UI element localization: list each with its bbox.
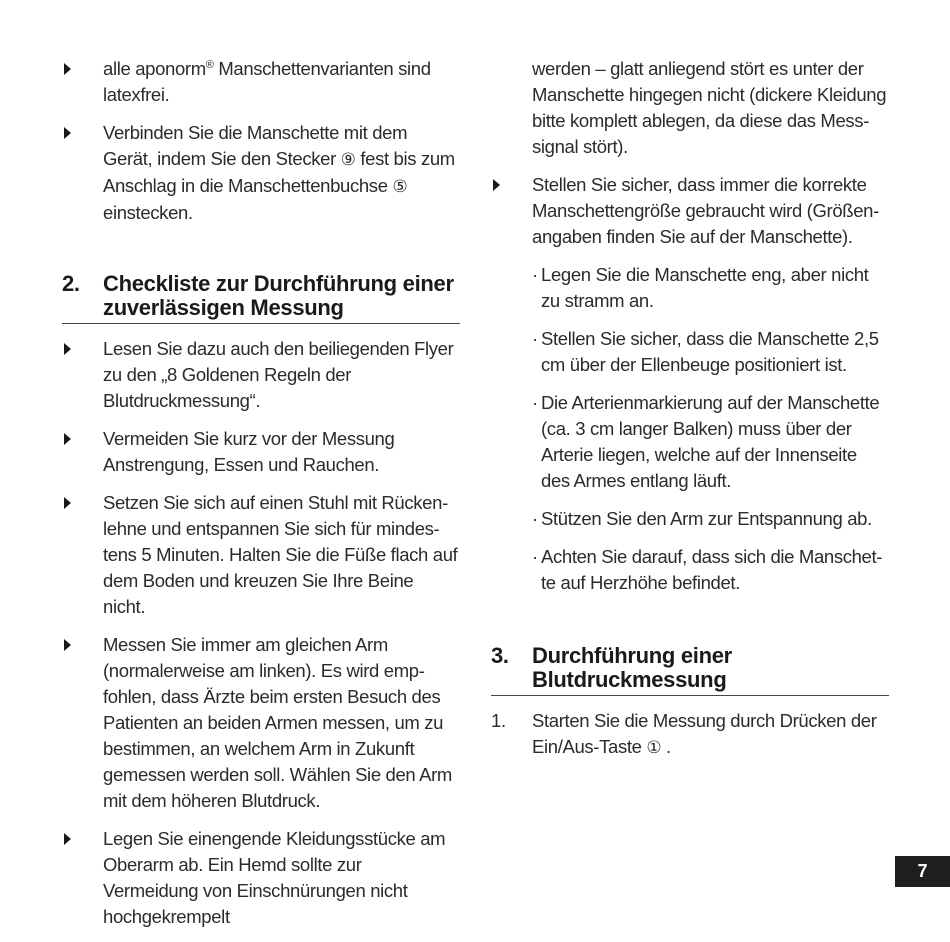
sub-item [491,390,889,494]
section-2-heading [62,272,460,324]
sub-item-text: Stellen Sie sicher, dass die Manschette 2,5 cm über der Ellenbeuge positioniert ist. [541,328,879,375]
sub-item [491,506,889,532]
sub-item-text: Die Arterienmarkierung auf der Manschette (ca. 3 cm langer Balken) muss über der Arterie liegen, welche auf der Innenseite des Armes entlang läuft. [541,392,880,491]
dot-marker: · [532,328,538,349]
bullet-arrow-icon [64,639,71,651]
checklist-text: Vermeiden Sie kurz vor der Messung Anstrengung, Essen und Rauchen. [103,428,395,475]
bullet-arrow-icon [64,63,71,75]
checklist-item [62,336,460,414]
bullet-text: einstecken. [103,202,193,223]
bullet-arrow-icon [64,127,71,139]
sub-item [491,326,889,378]
registered-mark: ® [205,59,214,71]
section-number: 2. [62,271,80,296]
bullet-arrow-icon [64,497,71,509]
sub-item-text: Legen Sie die Manschette eng, aber nicht zu stramm an. [541,264,869,311]
dot-marker: · [532,264,538,285]
reference-number-5: ⑤ [392,177,408,196]
checklist-item [62,426,460,478]
sub-item [491,544,889,596]
checklist-text: Legen Sie einengende Kleidungsstücke am Oberarm ab. Ein Hemd sollte zur Vermeidung von Einschnürungen nicht hochgekrempelt [103,828,446,927]
left-column [62,56,460,942]
checklist-text: Lesen Sie dazu auch den beiliegenden Flyer zu den „8 Goldenen Regeln der Blutdruckmessung“. [103,338,454,411]
sub-item-text: Achten Sie darauf, dass sich die Manschette auf Herzhöhe befindet. [541,546,883,593]
page-number: 7 [895,856,950,887]
dot-marker: · [532,392,538,413]
checklist-text: Messen Sie immer am gleichen Arm (normalerweise am linken). Es wird empfohlen, dass Ärzte beim ersten Besuch des Patienten an beiden Armen messen, um zu bestimmen, an welchem Arm in Zukunft gemessen werden soll. Wählen Sie den Arm mit dem höheren Blutdruck. [103,634,452,811]
dot-marker: · [532,546,538,567]
dot-marker: · [532,508,538,529]
bullet-connect-cuff [62,120,460,226]
bullet-arrow-icon [493,179,500,191]
sub-item [491,262,889,314]
bullet-text: Verbinden Sie die Manschette mit dem Gerät, indem Sie den Stecker [103,122,408,169]
step-number: 1. [491,710,506,731]
bullet-cuff-size [491,172,889,250]
section-title: Durchführung einer Blutdruckmessung [532,643,732,692]
bullet-text: fest bis zum Anschlag in die Manschettenbuchse [103,148,455,196]
bullet-arrow-icon [64,833,71,845]
bullet-arrow-icon [64,343,71,355]
checklist-item [62,490,460,620]
section-number: 3. [491,643,509,668]
sub-item-text: Stützen Sie den Arm zur Entspannung ab. [541,508,872,529]
checklist-item [62,632,460,814]
reference-number-1: ① [646,738,662,757]
bullet-text: Manschettenvarianten sind latexfrei. [103,58,431,105]
section-3-heading [491,644,889,696]
step-1 [491,708,889,761]
bullet-text: Stellen Sie sicher, dass immer die korrekte Manschettengröße gebraucht wird (Größenangaben finden Sie auf der Manschette). [532,174,880,247]
reference-number-9: ⑨ [340,150,356,169]
right-column [491,56,889,773]
step-text: Starten Sie die Messung durch Drücken der Ein/Aus-Taste [532,710,877,757]
bullet-text: alle aponorm [103,58,206,79]
bullet-latex-free [62,56,460,108]
section-title: Checkliste zur Durchführung einer zuverlässigen Messung [103,271,454,320]
checklist-item [62,826,460,930]
checklist-text: Setzen Sie sich auf einen Stuhl mit Rückenlehne und entspannen Sie sich für mindestens 5 Minuten. Halten Sie die Füße flach auf dem Boden und kreuzen Sie Ihre Beine nicht. [103,492,458,617]
step-text: . [661,736,671,757]
bullet-arrow-icon [64,433,71,445]
continued-text: werden – glatt anliegend stört es unter der Manschette hingegen nicht (dickere Kleidung bitte komplett ablegen, da diese das Messsignal stört). [532,58,887,157]
